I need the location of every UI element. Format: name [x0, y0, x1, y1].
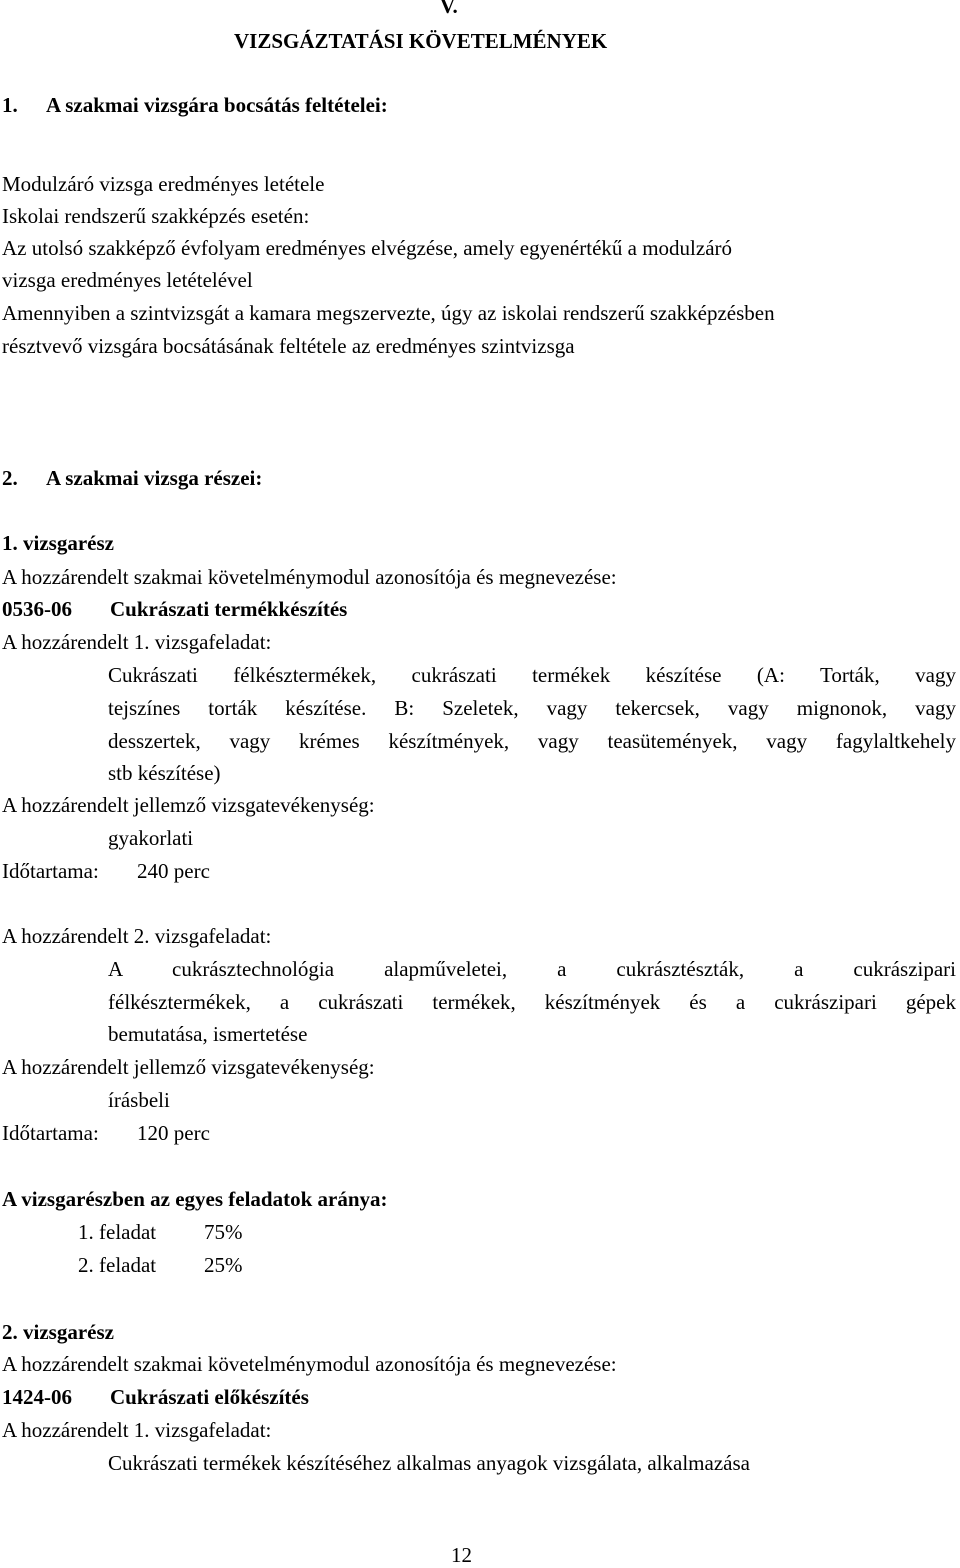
- ratio-row: [78, 1253, 243, 1278]
- paragraph-line: résztvevő vizsgára bocsátásának feltétele az eredményes szintvizsga: [2, 334, 575, 358]
- exam-part-1-heading: 1. vizsgarész: [2, 531, 114, 555]
- paragraph-line: vizsga eredményes letételével: [2, 268, 253, 292]
- ratio-task: 1. feladat: [78, 1220, 157, 1244]
- page-number: 12: [451, 1543, 472, 1567]
- section-title: A szakmai vizsgára bocsátás feltételei:: [46, 93, 388, 117]
- duration-label: Időtartama:: [2, 1121, 99, 1145]
- ratio-percent: 25%: [204, 1253, 243, 1277]
- duration-row: [2, 1121, 210, 1146]
- task-description-line: Cukrászati félkésztermékek, cukrászati termékek készítése (A: Torták, vagy: [108, 663, 956, 687]
- activity-value: írásbeli: [108, 1088, 170, 1112]
- task-description-line: Cukrászati termékek készítéséhez alkalmas anyagok vizsgálata, alkalmazása: [108, 1451, 750, 1475]
- paragraph-line: Modulzáró vizsga eredményes letétele: [2, 172, 325, 196]
- section-number: 1.: [2, 93, 18, 117]
- module-identifier: [2, 597, 347, 622]
- task-description-line: desszertek, vagy krémes készítmények, vagy teasütemények, vagy fagylaltkehely: [108, 729, 956, 753]
- section-title: A szakmai vizsga részei:: [46, 466, 263, 490]
- paragraph-line: Amennyiben a szintvizsgát a kamara megszervezte, úgy az iskolai rendszerű szakképzésben: [2, 301, 775, 325]
- module-identifier: [2, 1385, 309, 1410]
- module-name: Cukrászati előkészítés: [110, 1385, 309, 1409]
- activity-label: A hozzárendelt jellemző vizsgatevékenység:: [2, 1055, 375, 1079]
- activity-label: A hozzárendelt jellemző vizsgatevékenység:: [2, 793, 375, 817]
- duration-row: [2, 859, 210, 884]
- page-title: VIZSGÁZTATÁSI KÖVETELMÉNYEK: [234, 29, 608, 53]
- task-description-line: stb készítése): [108, 761, 221, 785]
- task-1-label: A hozzárendelt 1. vizsgafeladat:: [2, 1418, 272, 1442]
- task-description-line: A cukrásztechnológia alapműveletei, a cukrásztészták, a cukrászipari: [108, 957, 956, 981]
- task-description-line: félkésztermékek, a cukrászati termékek, készítmények és a cukrászipari gépek: [108, 990, 956, 1014]
- activity-value: gyakorlati: [108, 826, 194, 850]
- paragraph-line: Iskolai rendszerű szakképzés esetén:: [2, 204, 310, 228]
- task-1-label: A hozzárendelt 1. vizsgafeladat:: [2, 630, 272, 654]
- module-code: 0536-06: [2, 597, 72, 621]
- module-code: 1424-06: [2, 1385, 72, 1409]
- exam-part-2-heading: 2. vizsgarész: [2, 1320, 114, 1344]
- section-number: 2.: [2, 466, 18, 490]
- task-2-label: A hozzárendelt 2. vizsgafeladat:: [2, 924, 272, 948]
- task-description-line: bemutatása, ismertetése: [108, 1022, 308, 1046]
- section-2-heading: [2, 466, 262, 491]
- roman-numeral: V.: [440, 0, 458, 18]
- ratio-percent: 75%: [204, 1220, 243, 1244]
- duration-value: 240 perc: [137, 859, 210, 883]
- ratio-row: [78, 1220, 243, 1245]
- module-label: A hozzárendelt szakmai követelménymodul azonosítója és megnevezése:: [2, 565, 617, 589]
- ratio-heading: A vizsgarészben az egyes feladatok aránya:: [2, 1187, 388, 1211]
- task-description-line: tejszínes torták készítése. B: Szeletek, vagy tekercsek, vagy mignonok, vagy: [108, 696, 956, 720]
- ratio-task: 2. feladat: [78, 1253, 157, 1277]
- duration-value: 120 perc: [137, 1121, 210, 1145]
- section-1-heading: [2, 93, 388, 118]
- duration-label: Időtartama:: [2, 859, 99, 883]
- paragraph-line: Az utolsó szakképző évfolyam eredményes elvégzése, amely egyenértékű a modulzáró: [2, 236, 733, 260]
- module-label: A hozzárendelt szakmai követelménymodul azonosítója és megnevezése:: [2, 1352, 617, 1376]
- module-name: Cukrászati termékkészítés: [110, 597, 348, 621]
